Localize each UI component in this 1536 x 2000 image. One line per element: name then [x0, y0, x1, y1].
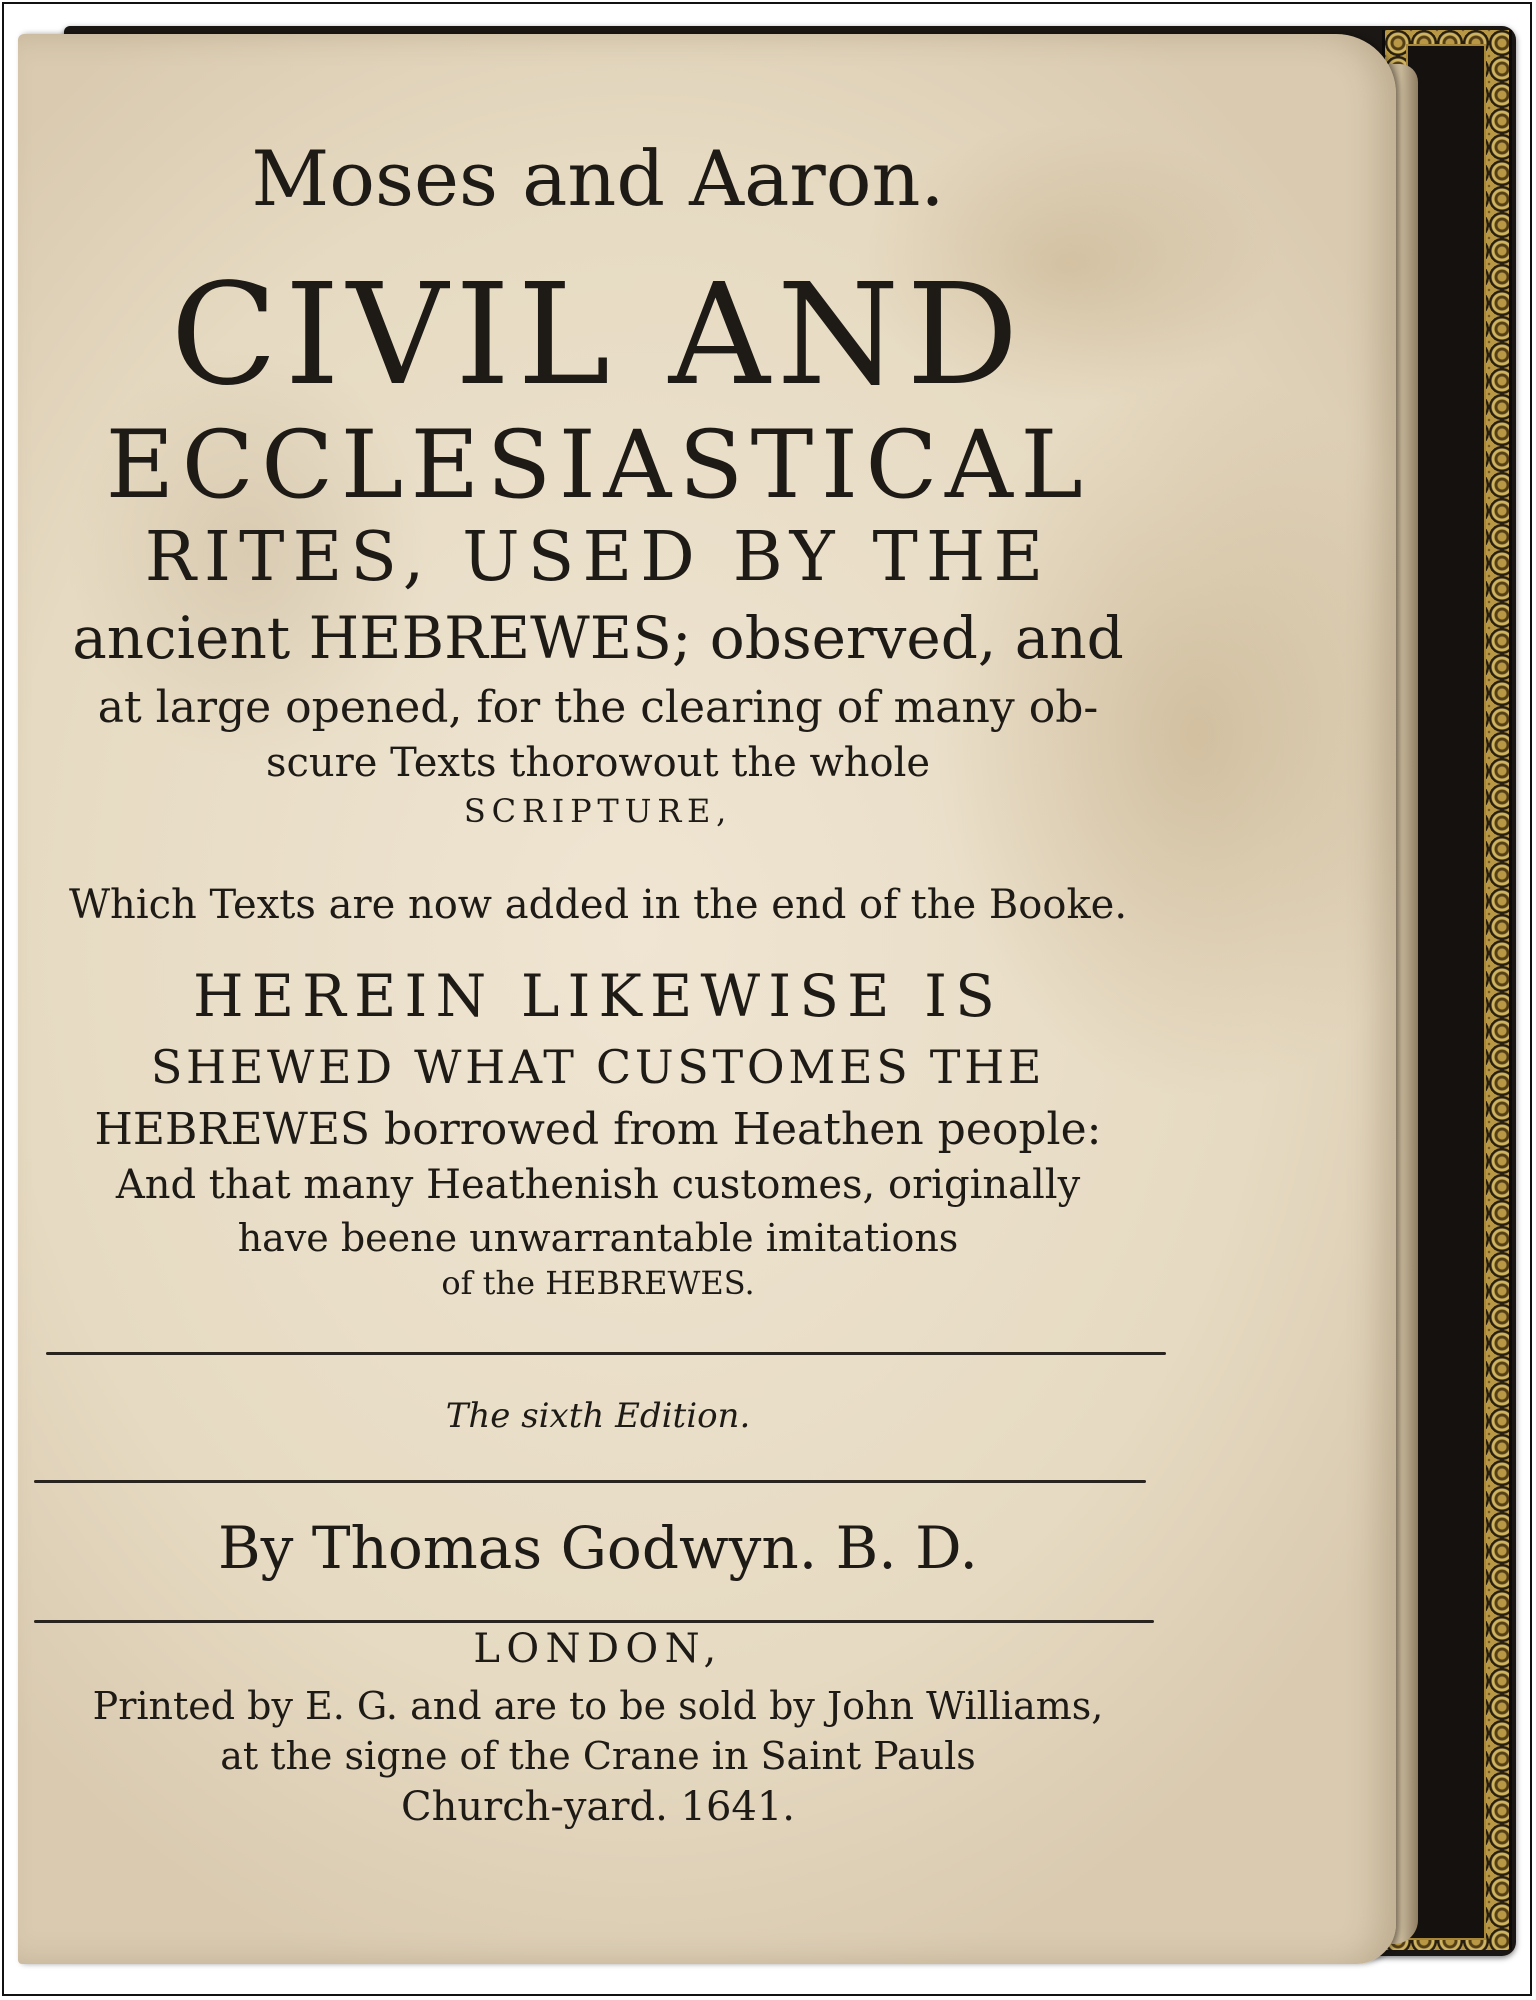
herein-line-6: of the HEBREWES. [441, 1264, 755, 1302]
subtitle-line-3: scure Texts thorowout the whole [265, 740, 931, 786]
herein-line-1: HEREIN LIKEWISE IS [193, 962, 1003, 1030]
subtitle-line-4: SCRIPTURE, [463, 792, 733, 830]
title-page [18, 34, 1396, 1964]
imprint-line-1: Printed by E. G. and are to be sold by John Williams, [92, 1684, 1104, 1728]
herein-line-2: SHEWED WHAT CUSTOMES THE [150, 1040, 1046, 1094]
imprint-line-2: at the signe of the Crane in Saint Pauls [220, 1734, 976, 1778]
herein-line-4: And that many Heathenish customes, originally [115, 1162, 1081, 1208]
herein-line-3: HEBREWES borrowed from Heathen people: [94, 1104, 1102, 1155]
divider-rule [34, 1480, 1146, 1483]
herein-line-5: have beene unwarrantable imitations [237, 1216, 959, 1260]
subtitle-line-1: ancient HEBREWES; observed, and [72, 604, 1124, 672]
imprint-city: LONDON, [473, 1626, 723, 1672]
imprint-line-3: Church-yard. 1641. [400, 1784, 796, 1830]
cover-spine-panel [1406, 44, 1486, 1940]
subtitle-line-2: at large opened, for the clearing of many ob- [97, 682, 1099, 733]
divider-rule [34, 1620, 1154, 1623]
title-civil-and: CIVIL AND [170, 254, 1026, 417]
image-frame [2, 2, 1532, 1996]
title-moses-and-aaron: Moses and Aaron. [251, 134, 945, 223]
title-ecclesiastical: ECCLESIASTICAL [105, 411, 1091, 520]
author-line: By Thomas Godwyn. B. D. [218, 1514, 978, 1582]
divider-rule [46, 1352, 1166, 1355]
texts-note: Which Texts are now added in the end of the Booke. [68, 882, 1128, 928]
edition-statement: The sixth Edition. [445, 1396, 751, 1436]
title-rites: RITES, USED BY THE [144, 518, 1052, 597]
